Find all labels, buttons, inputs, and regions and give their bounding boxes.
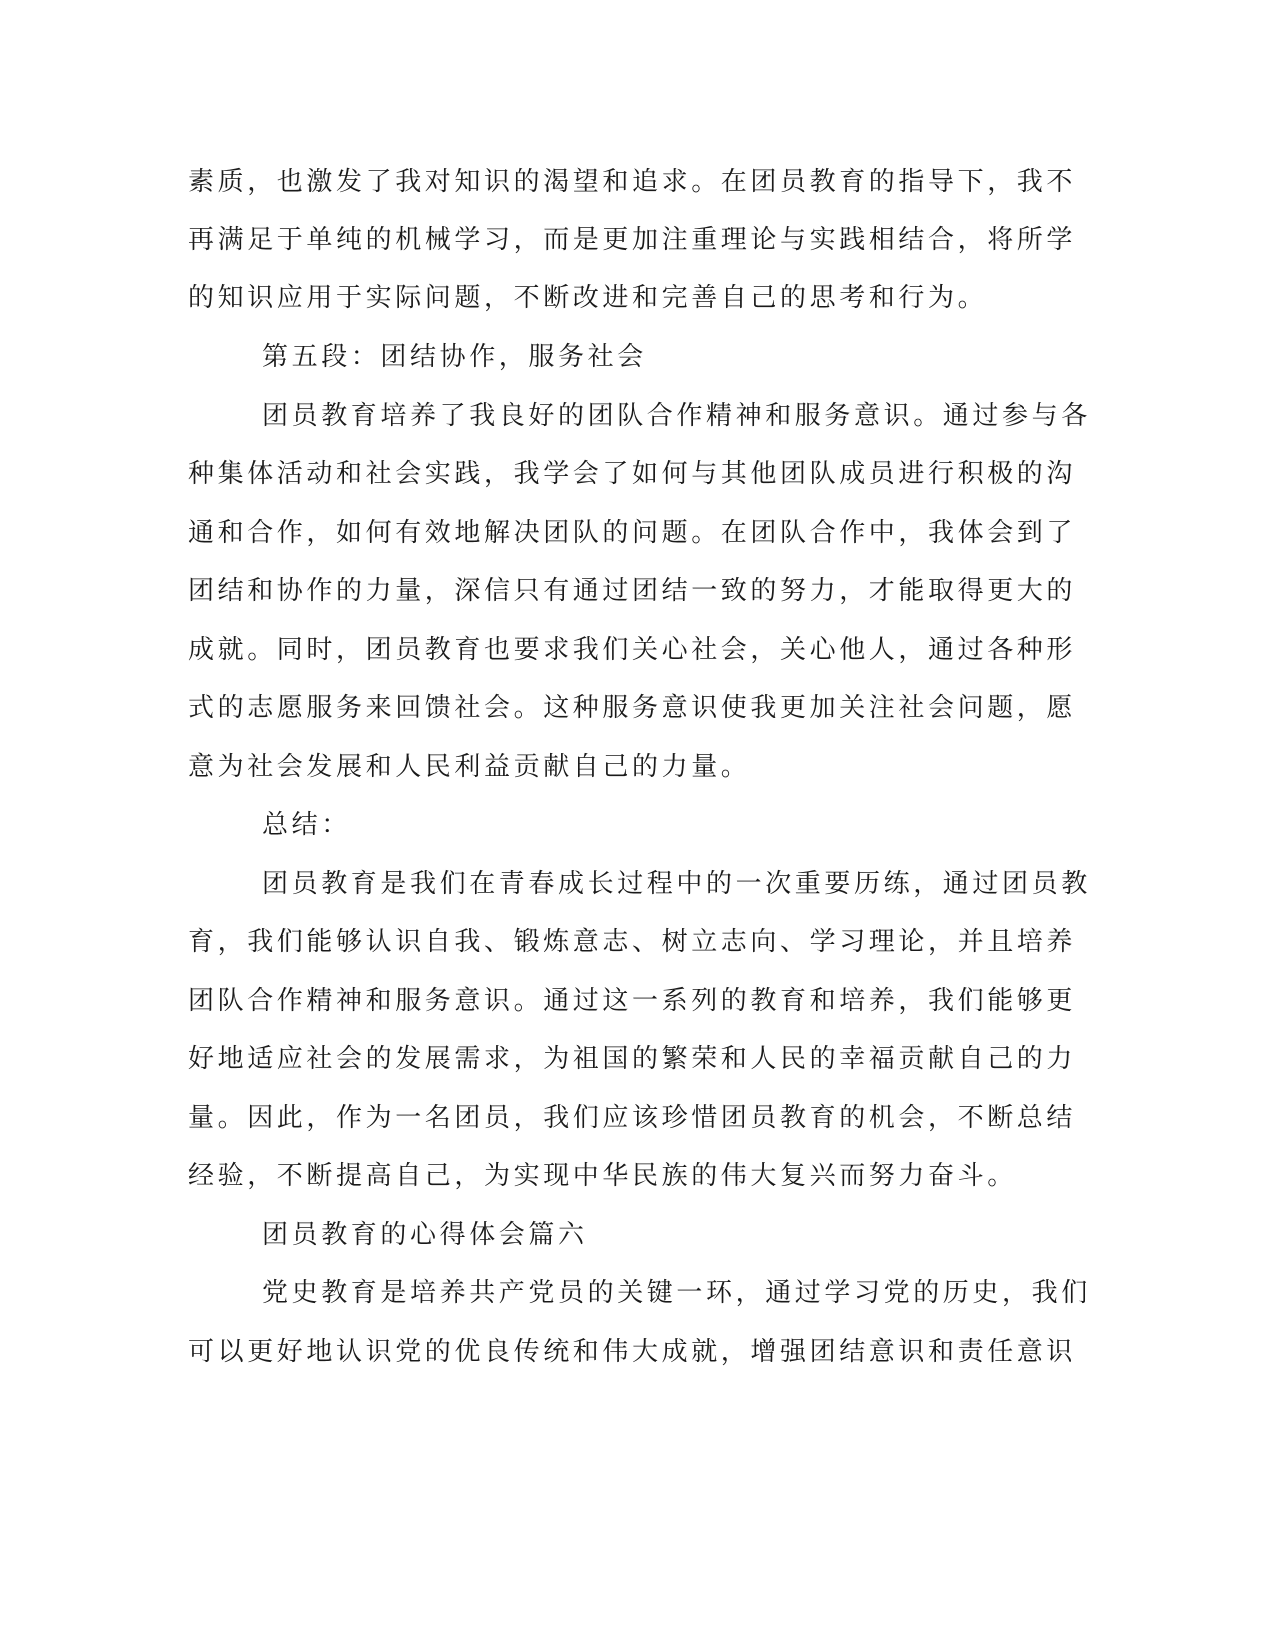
paragraph-line: 经验，不断提高自己，为实现中华民族的伟大复兴而努力奋斗。 [188, 1161, 1017, 1191]
paragraph-line: 好地适应社会的发展需求，为祖国的繁荣和人民的幸福贡献自己的力 [188, 1044, 1077, 1074]
paragraph-line: 育，我们能够认识自我、锻炼意志、树立志向、学习理论，并且培养 [188, 927, 1077, 957]
paragraph-line: 素质，也激发了我对知识的渴望和追求。在团员教育的指导下，我不 [188, 167, 1077, 197]
paragraph-line: 种集体活动和社会实践，我学会了如何与其他团队成员进行积极的沟 [188, 459, 1077, 489]
paragraph-line: 成就。同时，团员教育也要求我们关心社会，关心他人，通过各种形 [188, 635, 1077, 665]
paragraph-line: 团结和协作的力量，深信只有通过团结一致的努力，才能取得更大的 [188, 576, 1077, 606]
paragraph-line: 可以更好地认识党的优良传统和伟大成就，增强团结意识和责任意识 [188, 1337, 1077, 1367]
paragraph-line: 意为社会发展和人民利益贡献自己的力量。 [188, 752, 751, 782]
paragraph-line: 通和合作，如何有效地解决团队的问题。在团队合作中，我体会到了 [188, 518, 1077, 548]
paragraph-line: 式的志愿服务来回馈社会。这种服务意识使我更加关注社会问题，愿 [188, 693, 1077, 723]
section-heading: 第五段：团结协作，服务社会 [262, 342, 647, 372]
paragraph-line: 团员教育是我们在青春成长过程中的一次重要历练，通过团员教 [262, 869, 1091, 899]
section-heading: 总结： [262, 810, 351, 840]
paragraph-line: 量。因此，作为一名团员，我们应该珍惜团员教育的机会，不断总结 [188, 1103, 1077, 1133]
paragraph-line: 党史教育是培养共产党员的关键一环，通过学习党的历史，我们 [262, 1278, 1091, 1308]
paragraph-line: 再满足于单纯的机械学习，而是更加注重理论与实践相结合，将所学 [188, 225, 1077, 255]
section-heading: 团员教育的心得体会篇六 [262, 1220, 588, 1250]
paragraph-line: 团队合作精神和服务意识。通过这一系列的教育和培养，我们能够更 [188, 986, 1077, 1016]
paragraph-line: 团员教育培养了我良好的团队合作精神和服务意识。通过参与各 [262, 401, 1091, 431]
paragraph-line: 的知识应用于实际问题，不断改进和完善自己的思考和行为。 [188, 283, 988, 313]
